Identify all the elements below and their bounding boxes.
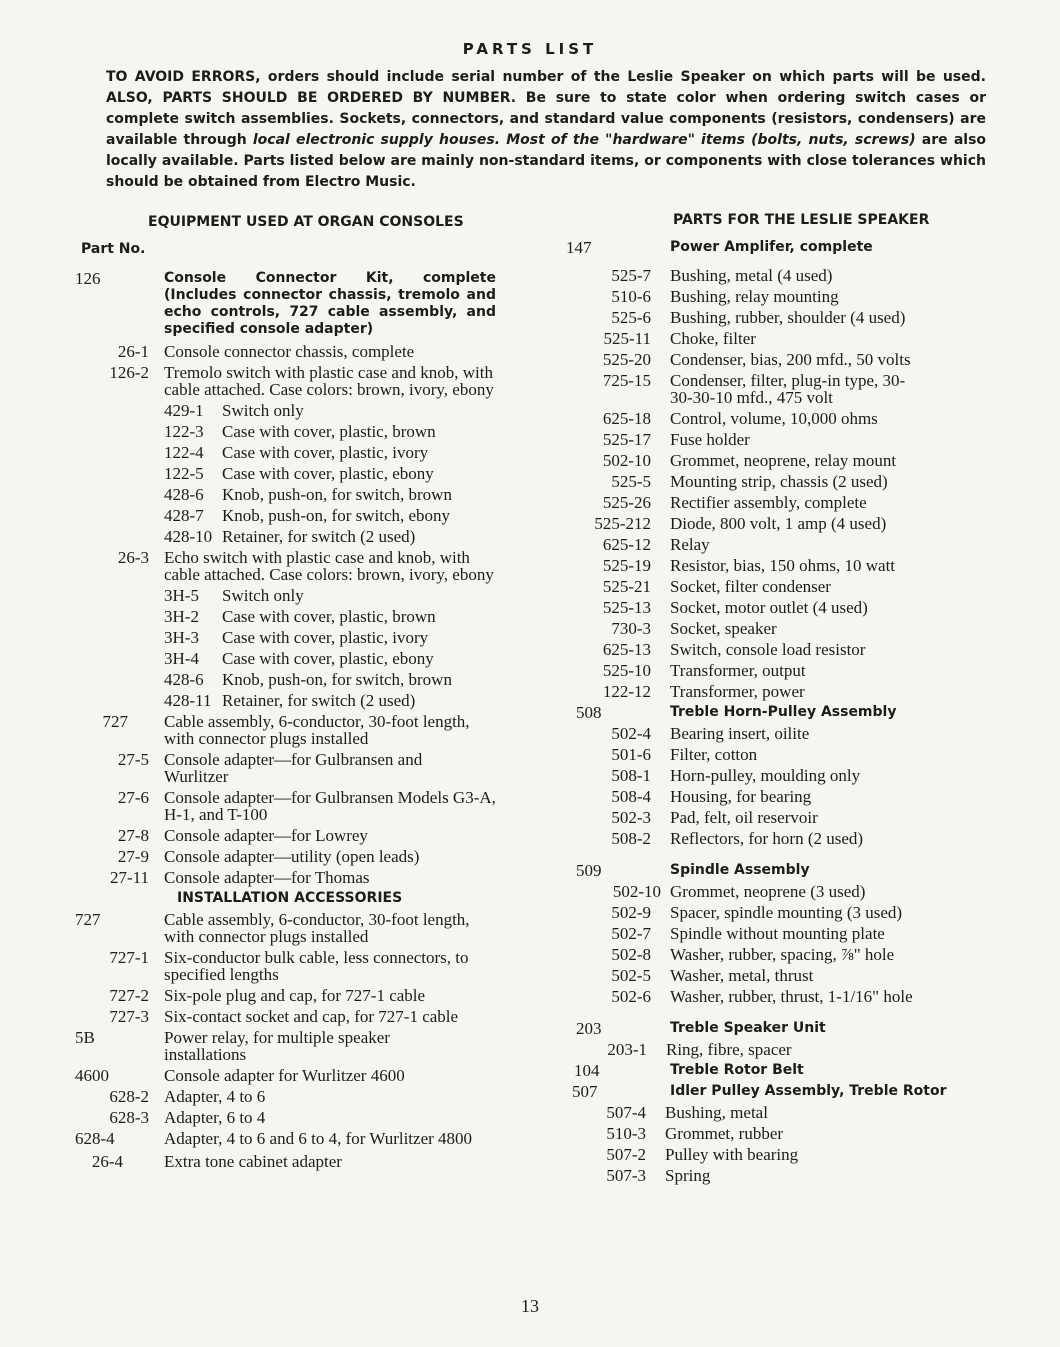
part-number: 126-2 [109, 363, 149, 382]
parts-row [566, 452, 996, 469]
part-description: Diode, 800 volt, 1 amp (4 used) [670, 514, 887, 533]
parts-row [566, 746, 996, 763]
parts-row [566, 1020, 996, 1037]
part-description: Cable assembly, 6-conductor, 30-foot length, with connector plugs installed [164, 712, 470, 748]
part-number: 428-11 [164, 691, 212, 710]
part-number: 26-3 [117, 548, 149, 567]
part-description: Cable assembly, 6-conductor, 30-foot length, with connector plugs installed [164, 910, 470, 946]
parts-row [566, 239, 996, 256]
part-no-label: Part No. [81, 241, 146, 257]
part-number: 525-26 [602, 493, 651, 512]
parts-row [566, 946, 996, 963]
part-number: 502-10 [612, 882, 661, 901]
part-number: 428-6 [164, 670, 204, 689]
parts-row [75, 270, 515, 338]
parts-row [75, 486, 515, 503]
parts-row [75, 1130, 515, 1147]
parts-row [75, 911, 515, 945]
part-description: Relay [670, 535, 710, 554]
parts-row [566, 267, 996, 284]
parts-row [566, 862, 996, 879]
part-number: 525-11 [603, 329, 651, 348]
parts-row [566, 1062, 996, 1079]
parts-row [566, 925, 996, 942]
part-description: Console adapter—for Gulbransen Models G3-A, H-1, and T-100 [164, 788, 496, 824]
part-description: Console adapter—for Gulbransen and Wurlitzer [164, 750, 423, 786]
part-description: Pad, felt, oil reservoir [670, 808, 818, 827]
parts-row [75, 1029, 515, 1063]
parts-row [75, 1109, 515, 1126]
part-number: 509 [576, 861, 602, 880]
parts-row [75, 751, 515, 785]
parts-row [566, 494, 996, 511]
parts-row [566, 683, 996, 700]
part-description: Reflectors, for horn (2 used) [670, 829, 864, 848]
parts-row [566, 788, 996, 805]
part-description: Bushing, rubber, shoulder (4 used) [670, 308, 906, 327]
parts-row [75, 1067, 515, 1084]
parts-row [566, 372, 996, 406]
part-number: 727-1 [109, 948, 149, 967]
part-description: Extra tone cabinet adapter [164, 1152, 342, 1171]
part-description: Bearing insert, oilite [670, 724, 810, 743]
part-description: Case with cover, plastic, brown [222, 607, 436, 626]
part-number: 27-9 [117, 847, 149, 866]
part-description: Echo switch with plastic case and knob, with cable attached. Case colors: brown, ivory, ebony [164, 548, 494, 584]
intro-paragraph [106, 67, 986, 193]
part-description: Washer, rubber, thrust, 1-1/16" hole [670, 987, 913, 1006]
right-parts-column [566, 239, 996, 1184]
part-number: 26-1 [117, 342, 149, 361]
part-description: Case with cover, plastic, ivory [222, 443, 429, 462]
parts-row [566, 431, 996, 448]
parts-row [566, 988, 996, 1005]
parts-row [566, 641, 996, 658]
parts-row [566, 1041, 996, 1058]
parts-row [75, 650, 515, 667]
part-description: Case with cover, plastic, brown [222, 422, 436, 441]
parts-row [566, 410, 996, 427]
part-number: 3H-3 [164, 628, 199, 647]
part-number: 727 [102, 712, 128, 731]
parts-row [75, 364, 515, 398]
part-description: Console adapter—for Lowrey [164, 826, 368, 845]
parts-row [566, 330, 996, 347]
part-number: 5B [75, 1028, 95, 1047]
parts-row [566, 515, 996, 532]
part-description: Case with cover, plastic, ivory [222, 628, 429, 647]
parts-row [566, 288, 996, 305]
part-number: 525-21 [602, 577, 651, 596]
parts-row [566, 599, 996, 616]
page-title: PARTS LIST [462, 40, 598, 58]
parts-row [566, 536, 996, 553]
part-number: 3H-4 [164, 649, 199, 668]
part-description: Console adapter—utility (open leads) [164, 847, 420, 866]
part-description: Spindle without mounting plate [670, 924, 885, 943]
part-description: Case with cover, plastic, ebony [222, 649, 434, 668]
parts-row [75, 465, 515, 482]
parts-row [566, 704, 996, 721]
parts-row [75, 827, 515, 844]
part-number: 525-5 [611, 472, 651, 491]
part-description: Six-pole plug and cap, for 727-1 cable [164, 986, 426, 1005]
parts-row [566, 725, 996, 742]
parts-row [566, 662, 996, 679]
parts-row [566, 1167, 996, 1184]
part-description: Switch only [222, 586, 304, 605]
parts-row [75, 713, 515, 747]
intro-text-3: are also locally available. Parts listed below are mainly non-standard items, or components with close tolerances which should be obtained from Electro Music. [106, 132, 987, 190]
parts-row [75, 549, 515, 583]
part-number: 508-1 [611, 766, 651, 785]
part-number: 502-4 [611, 724, 651, 743]
part-description: Resistor, bias, 150 ohms, 10 watt [670, 556, 896, 575]
part-number: 508-2 [611, 829, 651, 848]
part-description: Bushing, metal [665, 1103, 768, 1122]
parts-row [566, 830, 996, 847]
part-number: 508 [576, 703, 602, 722]
part-description: Console adapter—for Thomas [164, 868, 370, 887]
part-number: 625-18 [602, 409, 651, 428]
part-description: Treble Rotor Belt [670, 1062, 804, 1078]
parts-row [566, 473, 996, 490]
parts-row [75, 402, 515, 419]
part-description: Knob, push-on, for switch, brown [222, 670, 452, 689]
part-description: Console Connector Kit, complete (Includes connector chassis, tremolo and echo controls, 727 cable assembly, and specified console adapter) [164, 270, 496, 337]
parts-row [75, 848, 515, 865]
part-number: 507-2 [606, 1145, 646, 1164]
part-number: 122-5 [164, 464, 204, 483]
part-number: 3H-5 [164, 586, 199, 605]
left-section-heading: EQUIPMENT USED AT ORGAN CONSOLES [148, 214, 464, 230]
part-description: Idler Pulley Assembly, Treble Rotor [670, 1083, 947, 1099]
parts-row [566, 883, 996, 900]
part-description: Spacer, spindle mounting (3 used) [670, 903, 903, 922]
part-number: 27-8 [117, 826, 149, 845]
part-description: Grommet, neoprene (3 used) [670, 882, 866, 901]
part-description: Condenser, bias, 200 mfd., 50 volts [670, 350, 911, 369]
part-description: Mounting strip, chassis (2 used) [670, 472, 888, 491]
part-description: Power Amplifer, complete [670, 239, 873, 255]
parts-row [566, 1104, 996, 1121]
part-description: Rectifier assembly, complete [670, 493, 867, 512]
left-parts-column [75, 270, 515, 1170]
part-number: 203 [576, 1019, 602, 1038]
part-description: Knob, push-on, for switch, brown [222, 485, 452, 504]
part-description: Console connector chassis, complete [164, 342, 415, 361]
part-description: Six-contact socket and cap, for 727-1 cable [164, 1007, 459, 1026]
part-number: 126 [75, 269, 101, 288]
part-description: Retainer, for switch (2 used) [222, 527, 416, 546]
part-number: 727 [75, 910, 101, 929]
part-description: Socket, filter condenser [670, 577, 831, 596]
part-description: Fuse holder [670, 430, 750, 449]
part-description: Grommet, rubber [665, 1124, 784, 1143]
installation-accessories-heading: INSTALLATION ACCESSORIES [177, 890, 403, 906]
parts-row [566, 1146, 996, 1163]
part-number: 3H-2 [164, 607, 199, 626]
parts-row [566, 767, 996, 784]
part-number: 507-3 [606, 1166, 646, 1185]
part-description: Horn-pulley, moulding only [670, 766, 861, 785]
parts-row [75, 987, 515, 1004]
part-description: Transformer, output [670, 661, 806, 680]
part-description: Adapter, 6 to 4 [164, 1108, 266, 1127]
page-number: 13 [521, 1296, 539, 1316]
part-number: 104 [574, 1061, 600, 1080]
part-number: 429-1 [164, 401, 204, 420]
parts-row [75, 629, 515, 646]
part-number: 525-7 [611, 266, 651, 285]
part-description: Switch, console load resistor [670, 640, 866, 659]
parts-row [75, 671, 515, 688]
part-number: 725-15 [602, 371, 651, 390]
parts-row [566, 809, 996, 826]
part-description: Transformer, power [670, 682, 805, 701]
parts-row [566, 620, 996, 637]
part-description: Socket, speaker [670, 619, 777, 638]
part-description: Filter, cotton [670, 745, 758, 764]
part-number: 4600 [75, 1066, 109, 1085]
part-description: Spindle Assembly [670, 862, 810, 878]
part-number: 628-4 [75, 1129, 115, 1148]
part-number: 122-12 [602, 682, 651, 701]
part-number: 502-8 [611, 945, 651, 964]
part-number: 502-10 [602, 451, 651, 470]
parts-row [75, 343, 515, 360]
part-description: Treble Speaker Unit [670, 1020, 826, 1036]
part-number: 730-3 [611, 619, 651, 638]
parts-row [75, 587, 515, 604]
part-description: Housing, for bearing [670, 787, 812, 806]
part-number: 27-5 [117, 750, 149, 769]
parts-row [75, 608, 515, 625]
part-number: 625-12 [602, 535, 651, 554]
parts-row [75, 1008, 515, 1025]
part-number: 502-9 [611, 903, 651, 922]
part-description: Six-conductor bulk cable, less connectors, to specified lengths [164, 948, 469, 984]
parts-row [566, 967, 996, 984]
part-description: Choke, filter [670, 329, 756, 348]
parts-row [566, 578, 996, 595]
parts-row [75, 869, 515, 886]
part-number: 628-2 [109, 1087, 149, 1106]
part-number: 525-17 [602, 430, 651, 449]
part-number: 502-3 [611, 808, 651, 827]
part-number: 525-13 [602, 598, 651, 617]
parts-row [75, 789, 515, 823]
part-description: Adapter, 4 to 6 [164, 1087, 266, 1106]
part-description: Condenser, filter, plug-in type, 30-30-30-10 mfd., 475 volt [670, 371, 906, 407]
part-number: 628-3 [109, 1108, 149, 1127]
parts-row [566, 1083, 996, 1100]
part-number: 428-7 [164, 506, 204, 525]
part-description: Case with cover, plastic, ebony [222, 464, 434, 483]
part-number: 508-4 [611, 787, 651, 806]
part-number: 428-6 [164, 485, 204, 504]
part-description: Bushing, metal (4 used) [670, 266, 833, 285]
parts-row [75, 507, 515, 524]
intro-bold-1: TO AVOID ERRORS, [106, 69, 261, 85]
part-description: Bushing, relay mounting [670, 287, 839, 306]
part-number: 525-212 [594, 514, 651, 533]
parts-row [566, 904, 996, 921]
part-description: Power relay, for multiple speaker installations [164, 1028, 390, 1064]
part-description: Adapter, 4 to 6 and 6 to 4, for Wurlitzer 4800 [164, 1129, 473, 1148]
part-number: 525-20 [602, 350, 651, 369]
right-section-heading: PARTS FOR THE LESLIE SPEAKER [673, 212, 930, 228]
part-description: Console adapter for Wurlitzer 4600 [164, 1066, 405, 1085]
part-number: 525-10 [602, 661, 651, 680]
part-description: Switch only [222, 401, 304, 420]
part-number: 525-19 [602, 556, 651, 575]
part-number: 428-10 [164, 527, 213, 546]
parts-row [566, 309, 996, 326]
intro-italic-1: local electronic supply houses. Most of the "hardware" items (bolts, nuts, screws) [252, 132, 916, 148]
part-description: Tremolo switch with plastic case and knob, with cable attached. Case colors: brown, ivory, ebony [164, 363, 494, 399]
parts-row [75, 692, 515, 709]
parts-row [75, 1088, 515, 1105]
part-number: 122-4 [164, 443, 204, 462]
parts-row [75, 1153, 515, 1170]
part-number: 510-6 [611, 287, 651, 306]
part-description: Grommet, neoprene, relay mount [670, 451, 897, 470]
part-number: 147 [566, 238, 592, 257]
part-number: 502-5 [611, 966, 651, 985]
part-number: 625-13 [602, 640, 651, 659]
part-description: Control, volume, 10,000 ohms [670, 409, 878, 428]
parts-row [75, 949, 515, 983]
part-description: Pulley with bearing [665, 1145, 799, 1164]
part-description: Retainer, for switch (2 used) [222, 691, 416, 710]
parts-row [566, 351, 996, 368]
part-description: Treble Horn-Pulley Assembly [670, 704, 897, 720]
part-number: 727-3 [109, 1007, 149, 1026]
part-number: 502-6 [611, 987, 651, 1006]
part-number: 507-4 [606, 1103, 646, 1122]
part-number: 27-6 [117, 788, 149, 807]
part-description: Spring [665, 1166, 711, 1185]
part-number: 727-2 [109, 986, 149, 1005]
part-description: Washer, rubber, spacing, ⅞" hole [670, 945, 895, 964]
parts-row [75, 444, 515, 461]
part-number: 510-3 [606, 1124, 646, 1143]
part-number: 525-6 [611, 308, 651, 327]
part-number: 26-4 [91, 1152, 123, 1171]
part-number: 502-7 [611, 924, 651, 943]
part-description: Washer, metal, thrust [670, 966, 814, 985]
parts-row [566, 1125, 996, 1142]
intro-bold-2: ALSO, PARTS SHOULD BE ORDERED BY NUMBER. [106, 90, 517, 106]
intro-text-1: orders should include serial number of the Leslie Speaker on which parts will be used. [260, 69, 986, 85]
part-number: 203-1 [607, 1040, 647, 1059]
parts-row [75, 528, 515, 545]
part-number: 122-3 [164, 422, 204, 441]
intro-text-2: Be sure to state color when ordering switch cases or complete switch assemblies. Sockets, connectors, and standard value components (resistors, condensers) are available through [106, 90, 986, 148]
part-number: 501-6 [611, 745, 651, 764]
parts-row [566, 557, 996, 574]
part-number: 507 [572, 1082, 598, 1101]
part-description: Knob, push-on, for switch, ebony [222, 506, 451, 525]
parts-row [75, 423, 515, 440]
part-description: Socket, motor outlet (4 used) [670, 598, 868, 617]
part-description: Ring, fibre, spacer [666, 1040, 792, 1059]
part-number: 27-11 [109, 868, 149, 887]
